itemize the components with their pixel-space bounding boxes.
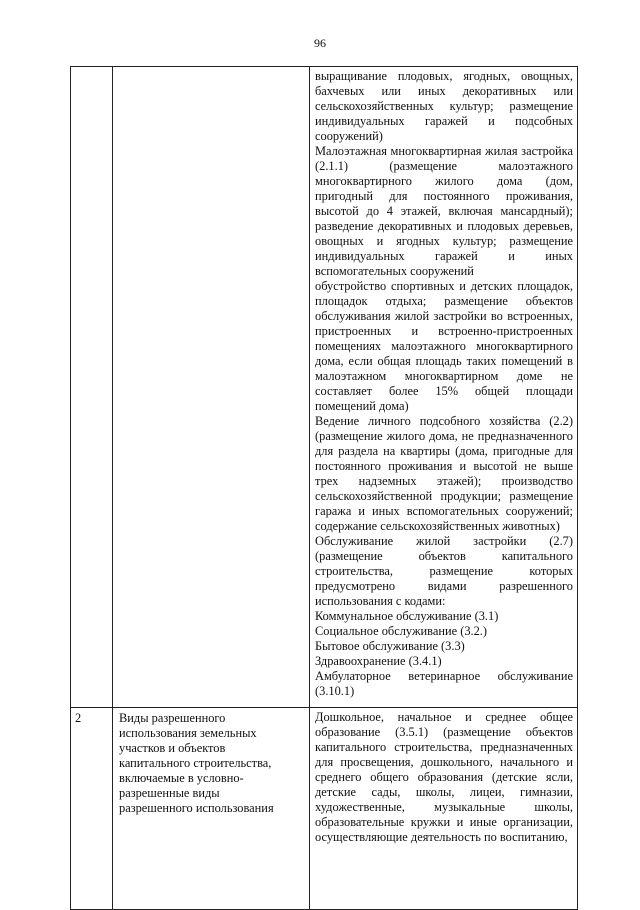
name-line: разрешенные виды bbox=[119, 786, 220, 800]
description-paragraph: Амбулаторное ветеринарное обслуживание (3.10.1) bbox=[315, 669, 573, 698]
description-paragraph: Здравоохранение (3.4.1) bbox=[315, 654, 442, 668]
name-line: разрешенного использования bbox=[119, 801, 274, 815]
description-paragraph: обустройство спортивных и детских площадок, площадок отдыха; размещение объектов обслуживания жилой застройки во встроенных, пристроенных и встроенно-пристроенных помещениях малоэтажного многоквартирного дома, если общая площадь таких помещений в малоэтажном многоквартирном доме не составляет более 15% общей площади помещений дома) bbox=[315, 279, 573, 413]
name-line: использования земельных bbox=[119, 726, 257, 740]
name-line: участков и объектов bbox=[119, 741, 226, 755]
row-name-cell bbox=[113, 708, 310, 910]
description-paragraph: Дошкольное, начальное и среднее общее образование (3.5.1) (размещение объектов капитального строительства, предназначенных для просвещения, дошкольного, начального и среднего общего образования (детские ясли, детские сады, школы, лицеи, гимназии, художественные, музыкальные школы, образовательные кружки и иные организации, осуществляющие деятельность по воспитанию, bbox=[315, 710, 573, 844]
description-paragraph: выращивание плодовых, ягодных, овощных, бахчевых или иных декоративных или сельскохозяйственных культур; размещение индивидуальных гаражей и подсобных сооружений) bbox=[315, 69, 573, 143]
page-number: 96 bbox=[314, 36, 326, 50]
description-paragraph: Обслуживание жилой застройки (2.7) (размещение объектов капитального строительства, размещение которых предусмотрено видами разрешенного использования с кодами: bbox=[315, 534, 573, 608]
name-line: капитального строительства, bbox=[119, 756, 272, 770]
name-line: включаемые в условно- bbox=[119, 771, 244, 785]
name-line: Виды разрешенного bbox=[119, 711, 226, 725]
row-number-cell: 2 bbox=[71, 708, 113, 910]
document-table bbox=[70, 66, 578, 910]
description-paragraph: Ведение личного подсобного хозяйства (2.2) (размещение жилого дома, не предназначенного для раздела на квартиры (дома, пригодные для постоянного проживания и высотой не выше трех надземных этажей); производство сельскохозяйственной продукции; размещение гаража и иных вспомогательных сооружений; содержание сельскохозяйственных животных) bbox=[315, 414, 573, 533]
row-description-cell bbox=[310, 67, 578, 708]
row-name-cell bbox=[113, 67, 310, 708]
row-description-cell bbox=[310, 708, 578, 910]
description-paragraph: Малоэтажная многоквартирная жилая застройка (2.1.1) (размещение малоэтажного многоквартирного жилого дома (дом, пригодный для постоянного проживания, высотой до 4 этажей, включая мансардный); разведение декоративных и плодовых деревьев, овощных и ягодных культур; размещение индивидуальных гаражей и иных вспомогательных сооружений bbox=[315, 144, 573, 278]
row-number-cell bbox=[71, 67, 113, 708]
description-paragraph: Социальное обслуживание (3.2.) bbox=[315, 624, 488, 638]
table-row bbox=[71, 708, 578, 910]
table-row bbox=[71, 67, 578, 708]
description-paragraph: Коммунальное обслуживание (3.1) bbox=[315, 609, 499, 623]
description-paragraph: Бытовое обслуживание (3.3) bbox=[315, 639, 465, 653]
